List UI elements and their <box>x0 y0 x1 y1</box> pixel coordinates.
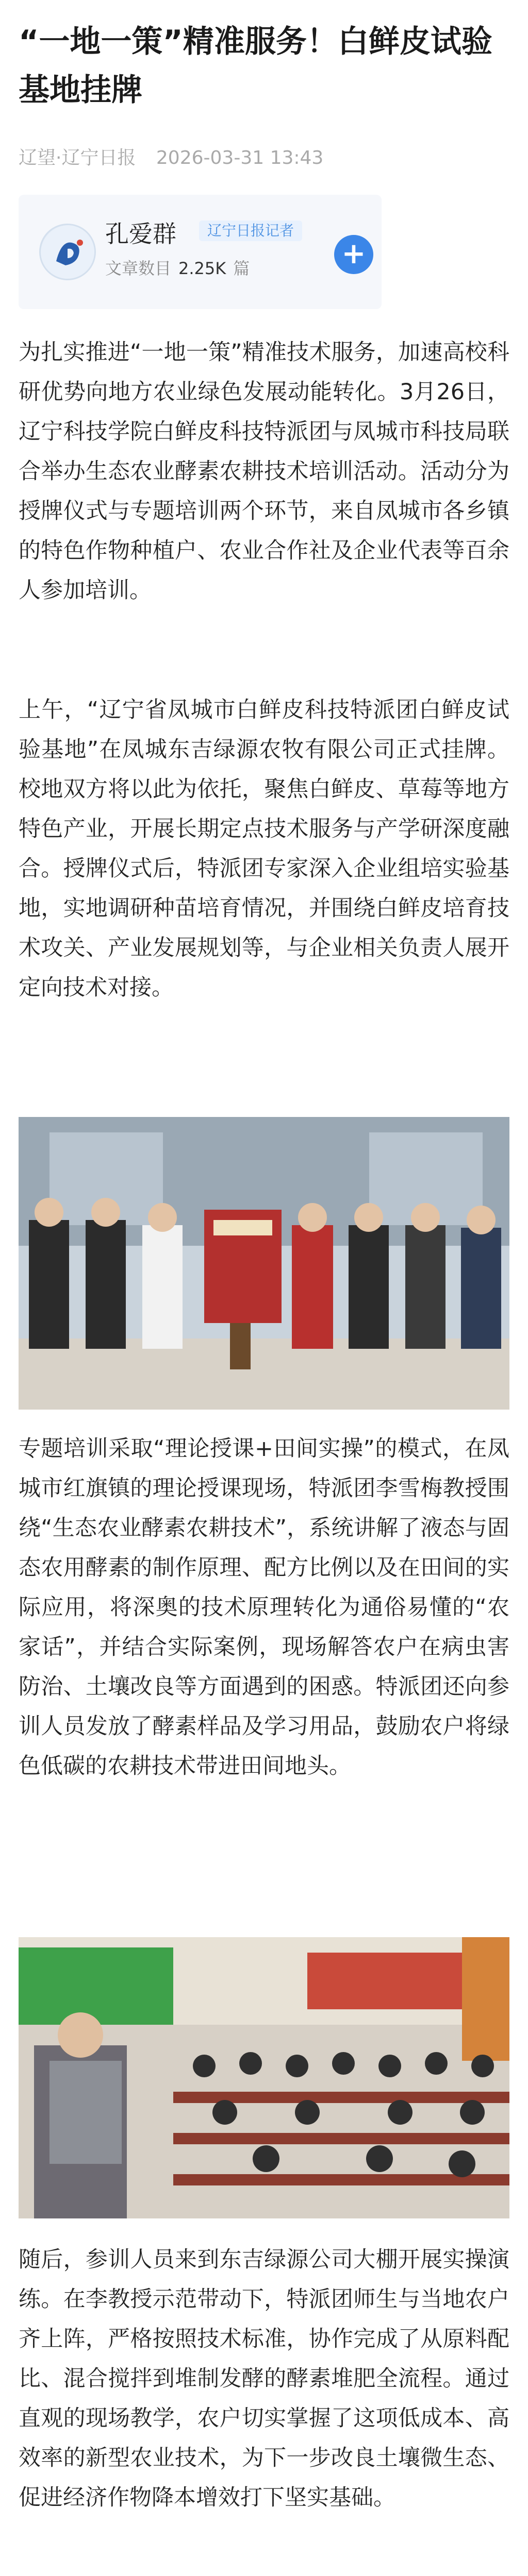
stats-prefix: 文章数目 <box>105 259 172 278</box>
plus-icon: + <box>341 237 366 270</box>
article-meta <box>19 143 338 170</box>
avatar-logo-icon[interactable] <box>39 224 96 280</box>
article-title: “一地一策”精准服务！白鲜皮试验基地挂牌 <box>19 24 492 108</box>
stats-count: 2.25K <box>178 259 226 278</box>
article-datetime: 2026-03-31 13:43 <box>156 147 324 168</box>
author-card[interactable] <box>19 195 382 309</box>
stats-suffix: 篇 <box>233 259 250 278</box>
paragraph-1: 为扎实推进“一地一策”精准技术服务，加速高校科研优势向地方农业绿色发展动能转化。3月26日，辽宁科技学院白鲜皮科技特派团与凤城市科技局联合举办生态农业酵素农耕技术培训活动。活动分为授牌仪式与专题培训两个环节，来自凤城市各乡镇的特色作物种植户、农业合作社及企业代表等百余人参加培训。 <box>19 340 509 603</box>
follow-button[interactable] <box>334 235 373 274</box>
author-name[interactable]: 孔爱群 <box>105 220 176 248</box>
paragraph-2: 上午，“辽宁省凤城市白鲜皮科技特派团白鲜皮试验基地”在凤城东吉绿源农牧有限公司正式挂牌。校地双方将以此为依托，聚焦白鲜皮、草莓等地方特色产业，开展长期定点技术服务与产学研深度融合。授牌仪式后，特派团专家深入企业组培实验基地，实地调研种苗培育情况，并围绕白鲜皮培育技术攻关、产业发展规划等，与企业相关负责人展开定向技术对接。 <box>19 697 509 1001</box>
photo-training-classroom[interactable] <box>19 1937 509 2218</box>
paragraph-3: 专题培训采取“理论授课+田间实操”的模式，在凤城市红旗镇的理论授课现场，特派团李雪梅教授围绕“生态农业酵素农耕技术”，系统讲解了液态与固态农用酵素的制作原理、配方比例以及在田间的实际应用，将深奥的技术原理转化为通俗易懂的“农家话”，并结合实际案例，现场解答农户在病虫害防治、土壤改良等方面遇到的困惑。特派团还向参训人员发放了酵素样品及学习用品，鼓励农户将绿色低碳的农耕技术带进田间地头。 <box>19 1436 509 1779</box>
author-tag-badge: 辽宁日报记者 <box>199 221 302 241</box>
paragraph-4: 随后，参训人员来到东吉绿源公司大棚开展实操演练。在李教授示范带动下，特派团师生与当地农户齐上阵，严格按照技术标准，协作完成了从原料配比、混合搅拌到堆制发酵的酵素堆肥全流程。通过直观的现场教学，农户切实掌握了这项低成本、高效率的新型农业技术，为下一步改良土壤微生态、促进经济作物降本增效打下坚实基础。 <box>19 2247 509 2511</box>
photo-plaque-ceremony[interactable] <box>19 1117 509 1410</box>
article-source[interactable]: 辽望·辽宁日报 <box>19 147 136 168</box>
author-stats <box>105 256 250 279</box>
